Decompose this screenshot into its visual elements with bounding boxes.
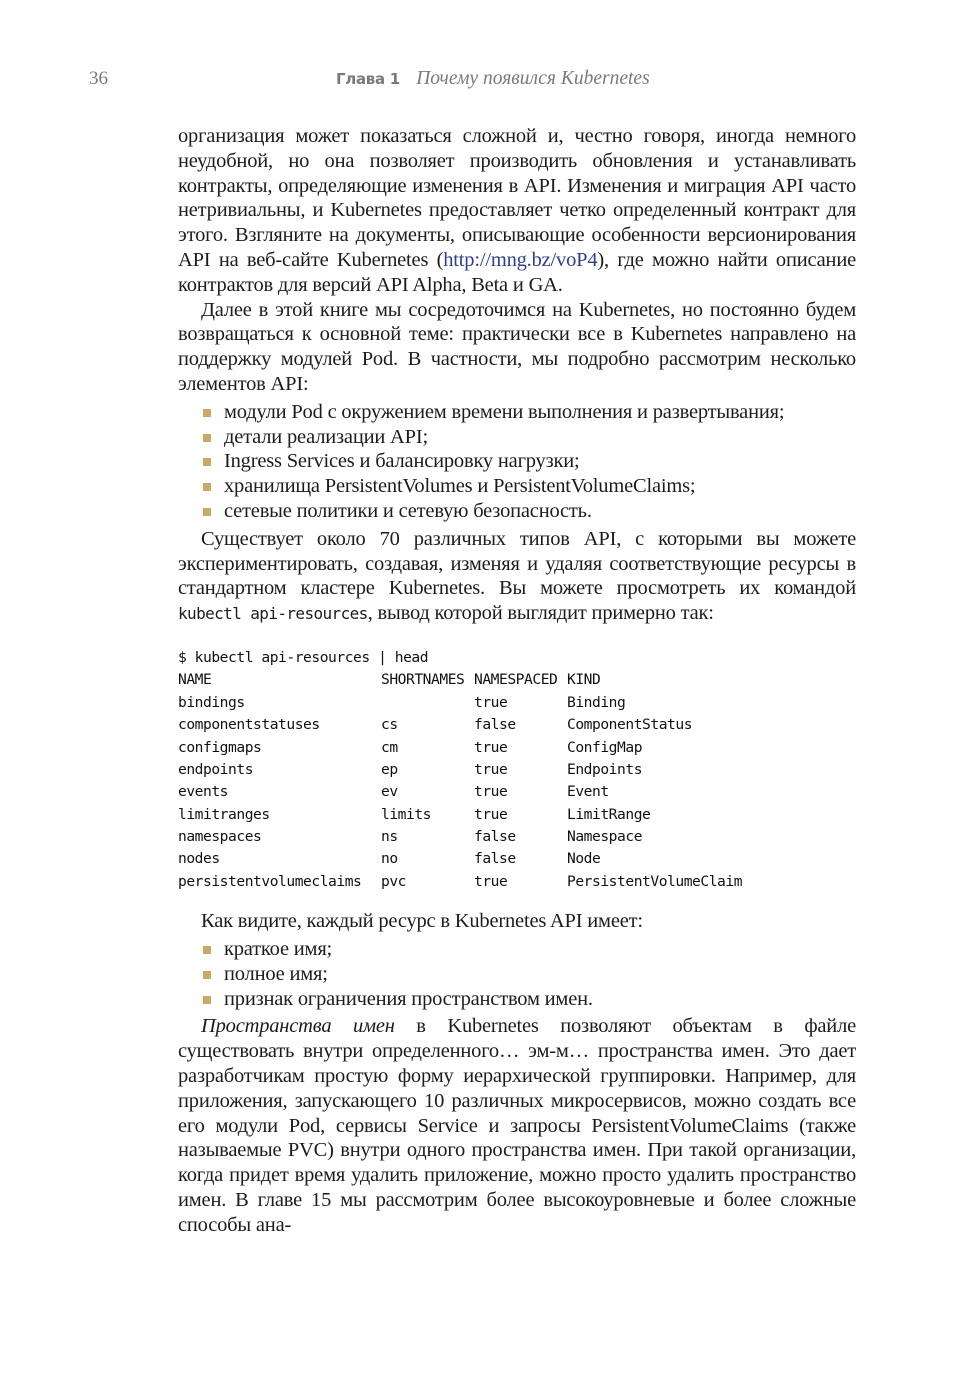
list-item [203, 962, 856, 987]
code-command-line: $ kubectl api-resources | head [178, 648, 429, 666]
list-item-text: краткое имя; [224, 938, 333, 961]
code-listing [178, 649, 856, 895]
cell-shortname: no [381, 850, 398, 868]
code-header-row [178, 671, 856, 693]
cell-kind: Event [567, 783, 609, 801]
list-item [203, 400, 856, 425]
paragraph-versioning [178, 124, 856, 298]
square-bullet-icon [203, 483, 211, 491]
square-bullet-icon [203, 508, 211, 516]
cell-namespaced: false [474, 850, 516, 868]
code-row [178, 694, 856, 716]
cell-name: events [178, 783, 229, 801]
cell-namespaced: false [474, 828, 516, 846]
list-item-text: полное имя; [224, 962, 328, 985]
cell-kind: Endpoints [567, 760, 643, 778]
column-header: KIND [567, 671, 601, 689]
code-row [178, 716, 856, 738]
cell-namespaced: true [474, 693, 508, 711]
list-item [203, 499, 856, 524]
paragraph-resource-attributes: Как видите, каждый ресурс в Kubernetes API имеет: [201, 910, 643, 933]
paragraph-api-types [178, 527, 856, 627]
cell-shortname: ep [381, 760, 398, 778]
paragraph-focus: Далее в этой книге мы сосредоточимся на Kubernetes, но постоянно будем возвращаться к основной теме: практически все в Kubernetes направлено на поддержку модулей Pod. В частности, мы подробно рассмотрим несколько элементов API: [178, 298, 856, 395]
cell-name: persistentvolumeclaims [178, 872, 362, 890]
square-bullet-icon [203, 996, 211, 1004]
paragraph-text: , вывод которой выглядит примерно так: [367, 602, 714, 625]
list-item-text: хранилища PersistentVolumes и PersistentVolumeClaims; [224, 475, 696, 498]
cell-namespaced: true [474, 872, 508, 890]
resource-attributes-list [178, 937, 856, 1011]
column-header: NAMESPACED [474, 671, 558, 689]
code-row [178, 739, 856, 761]
square-bullet-icon [203, 946, 211, 954]
cell-name: configmaps [178, 738, 262, 756]
list-item [203, 449, 856, 474]
cell-shortname: cs [381, 716, 398, 734]
code-row [178, 828, 856, 850]
cell-kind: ComponentStatus [567, 716, 693, 734]
list-item-text: детали реализации API; [224, 425, 428, 448]
square-bullet-icon [203, 434, 211, 442]
cell-name: namespaces [178, 828, 262, 846]
list-item-text: Ingress Services и балансировку нагрузки; [224, 450, 580, 473]
cell-kind: Binding [567, 693, 626, 711]
code-row [178, 761, 856, 783]
page-number: 36 [89, 68, 108, 89]
list-item [203, 425, 856, 450]
cell-name: nodes [178, 850, 220, 868]
list-item [203, 474, 856, 499]
cell-name: endpoints [178, 760, 254, 778]
cell-kind: ConfigMap [567, 738, 643, 756]
chapter-label: Глава 1 [336, 70, 400, 88]
cell-kind: Node [567, 850, 601, 868]
page-body [178, 124, 856, 1238]
cell-kind: LimitRange [567, 805, 651, 823]
list-item-text: признак ограничения пространством имен. [224, 987, 593, 1010]
cell-kind: PersistentVolumeClaim [567, 872, 743, 890]
api-elements-list [178, 400, 856, 524]
square-bullet-icon [203, 409, 211, 417]
paragraph-text: Существует около 70 различных типов API, с которыми вы можете экспериментировать, создавая, изменяя и удаляя соответствующие ресурсы в стандартном кластере Kubernetes. Вы можете просмотреть их командой [178, 527, 856, 600]
chapter-title: Почему появился Kubernetes [416, 68, 650, 89]
cell-shortname: cm [381, 738, 398, 756]
square-bullet-icon [203, 971, 211, 979]
paragraph-namespaces [178, 1014, 856, 1237]
cell-kind: Namespace [567, 828, 643, 846]
cell-name: limitranges [178, 805, 270, 823]
cell-shortname: ev [381, 783, 398, 801]
paragraph-text: ), где можно найти описание контрактов для версий API Alpha, Beta и GA. [178, 248, 856, 296]
cell-namespaced: false [474, 716, 516, 734]
code-row [178, 873, 856, 895]
cell-shortname: ns [381, 828, 398, 846]
code-row [178, 806, 856, 828]
list-item-text: модули Pod с окружением времени выполнения и развертывания; [224, 400, 785, 423]
emphasized-term: Пространства имен [201, 1015, 395, 1038]
code-row [178, 850, 856, 872]
versioning-docs-link[interactable]: http://mng.bz/voP4 [443, 248, 598, 271]
inline-code-command: kubectl api-resources [178, 604, 368, 624]
cell-namespaced: true [474, 783, 508, 801]
paragraph-text: в Kubernetes позволяют объектам в файле существовать внутри определенного… эм-м… пространства имен. Это дает разработчикам простую форму иерархической группировки. Например, для приложения, запускающего 10 различных микросервисов, можно создать все его модули Pod, сервисы Service и запросы PersistentVolumeClaims (также называемые PVC) внутри одного пространства имен. При такой организации, когда придет время удалить приложение, можно просто удалить пространство имен. В главе 15 мы рассмотрим более высокоуровневые и более сложные способы ана- [178, 1015, 856, 1236]
square-bullet-icon [203, 458, 211, 466]
cell-namespaced: true [474, 760, 508, 778]
list-item [203, 937, 856, 962]
cell-shortname: pvc [381, 872, 407, 890]
cell-namespaced: true [474, 805, 508, 823]
running-head [0, 68, 974, 96]
cell-name: bindings [178, 693, 245, 711]
column-header: NAME [178, 671, 212, 689]
cell-shortname [381, 694, 474, 716]
cell-name: componentstatuses [178, 716, 320, 734]
column-header: SHORTNAMES [381, 671, 465, 689]
list-item [203, 987, 856, 1012]
chapter-heading [336, 68, 650, 90]
cell-shortname: limits [381, 805, 432, 823]
code-row [178, 783, 856, 805]
cell-namespaced: true [474, 738, 508, 756]
paragraph-text: организация может показаться сложной и, честно говоря, иногда немного неудобной, но она позволяет производить обновления и устанавливать контракты, определяющие изменения в API. Изменения и миграция API часто нетривиальны, и Kubernetes предоставляет четко определенный контракт для этого. Взгляните на документы, описывающие особенности версионирования API на веб-сайте Kubernetes ( [178, 125, 856, 271]
list-item-text: сетевые политики и сетевую безопасность. [224, 499, 592, 522]
